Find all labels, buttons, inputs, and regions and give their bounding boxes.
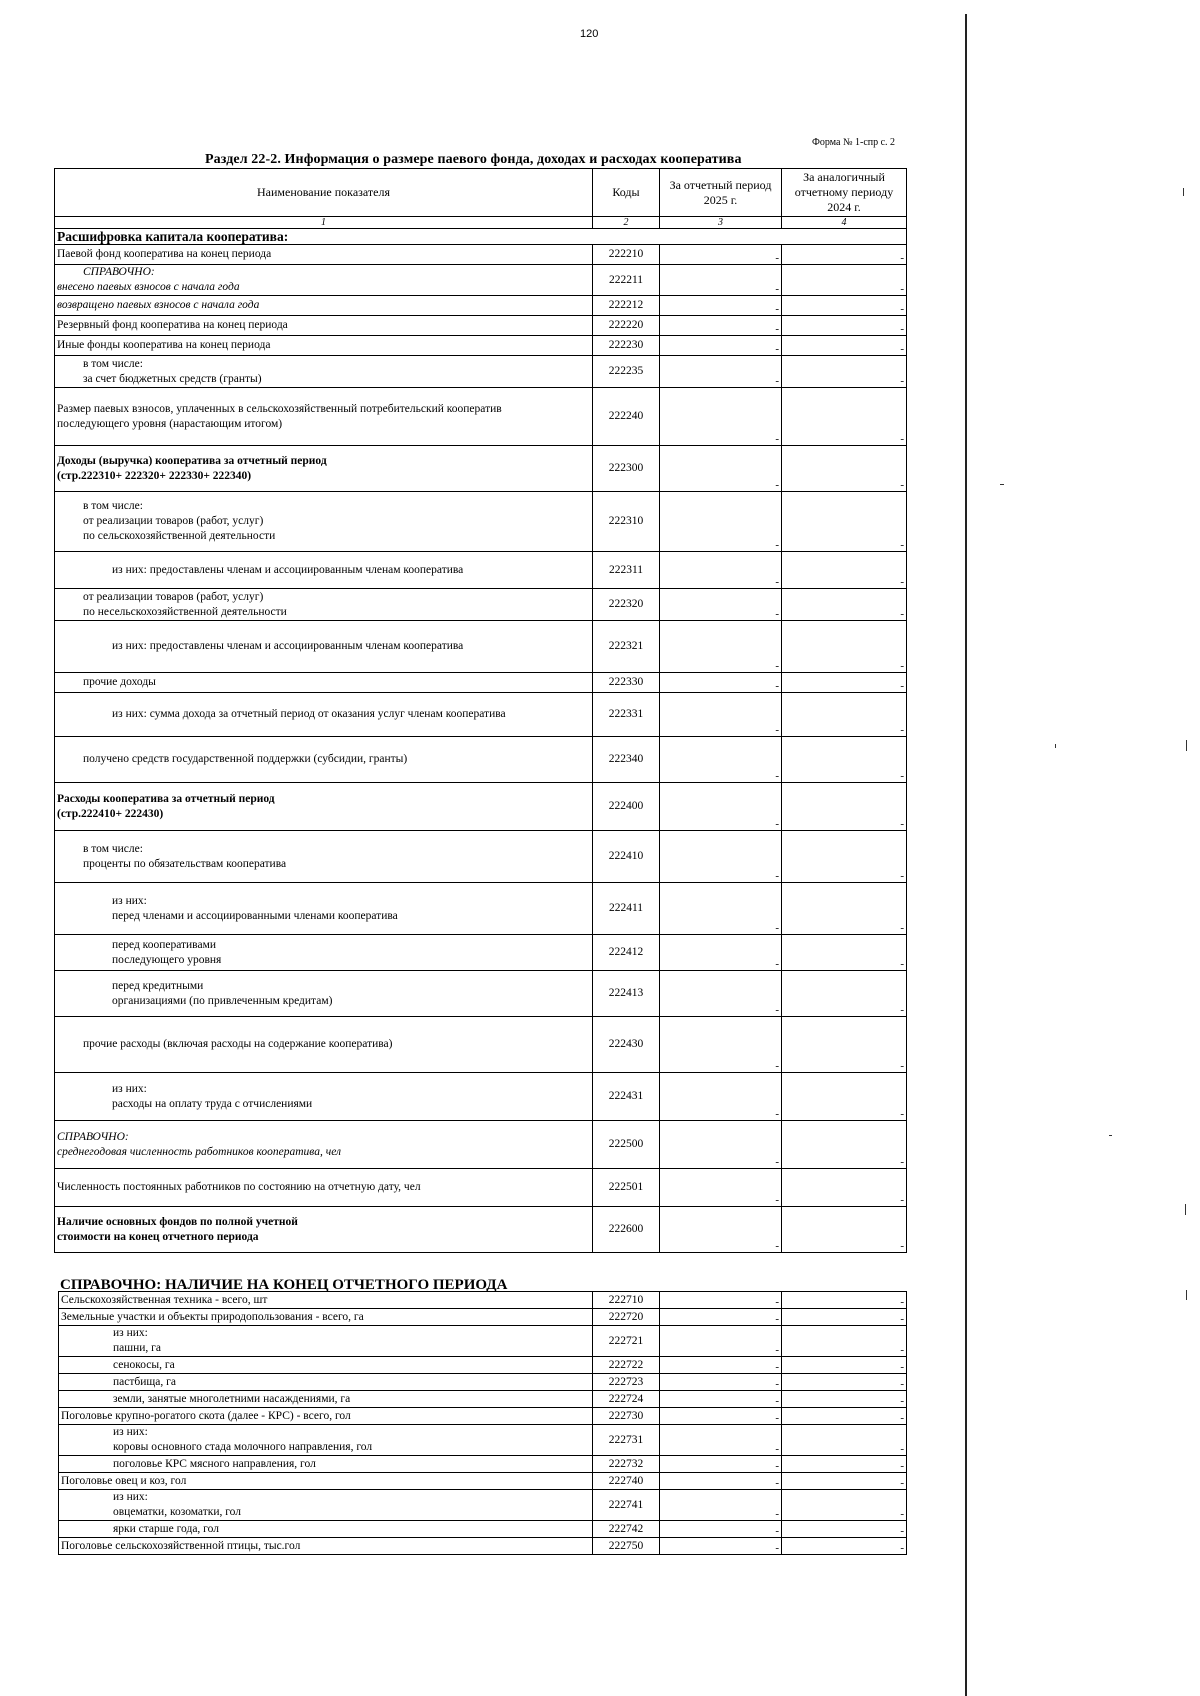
previous-period-value: - (782, 831, 907, 883)
indicator-name-cell (59, 1521, 593, 1538)
current-period-value: - (660, 492, 782, 552)
reference-table (58, 1291, 907, 1555)
indicator-name-cell (59, 1408, 593, 1425)
previous-period-value: - (782, 1292, 907, 1309)
table-row (55, 296, 907, 316)
reference-table-row (59, 1521, 907, 1538)
scan-mark (1000, 484, 1004, 485)
indicator-name-cell (55, 589, 593, 621)
row-code: 222413 (593, 971, 660, 1017)
section-title: Раздел 22-2. Информация о размере паевого фонда, доходах и расходах кооператива (205, 152, 742, 167)
indicator-name-line: Сельскохозяйственная техника - всего, шт (61, 1293, 268, 1306)
indicator-name-line: организациями (по привлеченным кредитам) (112, 994, 333, 1007)
previous-period-value: - (782, 388, 907, 446)
table-row (55, 673, 907, 693)
indicator-name-cell (55, 265, 593, 296)
previous-period-value: - (782, 621, 907, 673)
indicator-name-line: последующего уровня (нарастающим итогом) (57, 417, 283, 430)
row-code: 222412 (593, 935, 660, 971)
row-code: 222230 (593, 336, 660, 356)
previous-period-value: - (782, 552, 907, 589)
row-code: 222722 (593, 1357, 660, 1374)
indicator-name-line: Поголовье крупно-рогатого скота (далее - КРС) - всего, гол (61, 1409, 351, 1422)
indicator-name-line: пашни, га (113, 1342, 161, 1354)
previous-period-value: - (782, 589, 907, 621)
indicator-name-line: из них: (113, 1491, 148, 1503)
current-period-value: - (660, 783, 782, 831)
current-period-value: - (660, 737, 782, 783)
current-period-value: - (660, 265, 782, 296)
indicator-name-cell (55, 1073, 593, 1121)
row-code: 222431 (593, 1073, 660, 1121)
current-period-value: - (660, 1425, 782, 1456)
indicator-name-cell (59, 1326, 593, 1357)
row-code: 222742 (593, 1521, 660, 1538)
table-header-row (55, 169, 907, 217)
indicator-name-line: СПРАВОЧНО: (57, 1130, 129, 1143)
current-period-value: - (660, 1490, 782, 1521)
table-row (55, 621, 907, 673)
indicator-name-line: из них: предоставлены членам и ассоциированным членам кооператива (112, 640, 464, 652)
indicator-name-line: по несельскохозяйственной деятельности (83, 605, 287, 618)
current-period-value: - (660, 316, 782, 336)
indicator-name-line: из них: сумма дохода за отчетный период от оказания услуг членам кооператива (112, 708, 506, 720)
indicator-name-line: прочие расходы (включая расходы на содержание кооператива) (83, 1038, 393, 1050)
current-period-value: - (660, 935, 782, 971)
row-code: 222331 (593, 693, 660, 737)
row-code: 222723 (593, 1374, 660, 1391)
current-period-value: - (660, 245, 782, 265)
indicator-name-cell (59, 1473, 593, 1490)
indicator-name-line: внесено паевых взносов с начала года (57, 281, 240, 293)
column-number: 1 (55, 217, 593, 229)
table-row (55, 1017, 907, 1073)
current-period-value: - (660, 336, 782, 356)
current-period-value: - (660, 356, 782, 388)
indicator-name-line: получено средств государственной поддержки (субсидии, гранты) (83, 753, 408, 765)
row-code: 222235 (593, 356, 660, 388)
indicator-name-cell (55, 1121, 593, 1169)
reference-table-row (59, 1292, 907, 1309)
indicator-name-cell (55, 316, 593, 336)
current-period-value: - (660, 296, 782, 316)
row-code: 222240 (593, 388, 660, 446)
previous-period-value: - (782, 1490, 907, 1521)
reference-table-row (59, 1374, 907, 1391)
row-code: 222212 (593, 296, 660, 316)
indicator-name-cell (55, 552, 593, 589)
section-table (54, 168, 907, 1253)
column-number: 2 (593, 217, 660, 229)
current-period-value: - (660, 693, 782, 737)
indicator-name-cell (55, 446, 593, 492)
indicator-name-line: из них: (113, 1426, 148, 1438)
scan-mark (1185, 1204, 1186, 1215)
indicator-name-line: от реализации товаров (работ, услуг) (83, 590, 264, 603)
previous-period-value: - (782, 492, 907, 552)
reference-table-row (59, 1425, 907, 1456)
indicator-name-cell (59, 1357, 593, 1374)
row-code: 222740 (593, 1473, 660, 1490)
current-period-value: - (660, 1121, 782, 1169)
previous-period-value: - (782, 1309, 907, 1326)
current-period-value: - (660, 831, 782, 883)
indicator-name-line: Паевой фонд кооператива на конец периода (57, 248, 272, 260)
row-code: 222732 (593, 1456, 660, 1473)
row-code: 222310 (593, 492, 660, 552)
indicator-name-line: из них: предоставлены членам и ассоциированным членам кооператива (112, 563, 464, 576)
header-code: Коды (593, 169, 660, 217)
indicator-name-line: перед кооперативами (112, 938, 216, 951)
row-code: 222330 (593, 673, 660, 693)
indicator-name-line: в том числе: (83, 842, 143, 855)
row-code: 222720 (593, 1309, 660, 1326)
indicator-name-cell (59, 1490, 593, 1521)
reference-table-row (59, 1357, 907, 1374)
indicator-name-line: (стр.222410+ 222430) (57, 807, 164, 820)
table-row (55, 589, 907, 621)
reference-table-row (59, 1391, 907, 1408)
table-row (55, 552, 907, 589)
indicator-name-line: в том числе: (83, 357, 143, 370)
row-code: 222750 (593, 1538, 660, 1555)
column-number: 3 (660, 217, 782, 229)
indicator-name-cell (55, 737, 593, 783)
previous-period-value: - (782, 245, 907, 265)
indicator-name-cell (55, 356, 593, 388)
previous-period-value: - (782, 356, 907, 388)
current-period-value: - (660, 621, 782, 673)
indicator-name-cell (55, 492, 593, 552)
indicator-name-cell (59, 1391, 593, 1408)
row-code: 222321 (593, 621, 660, 673)
previous-period-value: - (782, 883, 907, 935)
indicator-name-line: ярки старше года, гол (113, 1522, 219, 1535)
table-row (55, 783, 907, 831)
indicator-name-cell (55, 783, 593, 831)
previous-period-value: - (782, 673, 907, 693)
previous-period-value: - (782, 1473, 907, 1490)
current-period-value: - (660, 1473, 782, 1490)
previous-period-value: - (782, 1073, 907, 1121)
current-period-value: - (660, 1169, 782, 1207)
indicator-name-cell (59, 1292, 593, 1309)
section-subheading-row (55, 229, 907, 245)
previous-period-value: - (782, 935, 907, 971)
indicator-name-line: от реализации товаров (работ, услуг) (83, 515, 264, 527)
indicator-name-cell (55, 336, 593, 356)
indicator-name-line: перед членами и ассоциированными членами кооператива (112, 909, 398, 922)
previous-period-value: - (782, 971, 907, 1017)
table-row (55, 316, 907, 336)
indicator-name-line: сенокосы, га (113, 1358, 175, 1371)
previous-period-value: - (782, 1391, 907, 1408)
indicator-name-line: расходы на оплату труда с отчислениями (112, 1097, 313, 1110)
row-code: 222400 (593, 783, 660, 831)
current-period-value: - (660, 1017, 782, 1073)
indicator-name-line: Расходы кооператива за отчетный период (57, 792, 275, 805)
indicator-name-cell (59, 1374, 593, 1391)
row-code: 222501 (593, 1169, 660, 1207)
reference-table-row (59, 1309, 907, 1326)
indicator-name-cell (55, 621, 593, 673)
row-code: 222320 (593, 589, 660, 621)
indicator-name-cell (55, 831, 593, 883)
current-period-value: - (660, 1521, 782, 1538)
reference-table-row (59, 1473, 907, 1490)
indicator-name-line: (стр.222310+ 222320+ 222330+ 222340) (57, 469, 252, 482)
current-period-value: - (660, 971, 782, 1017)
indicator-name-cell (55, 1169, 593, 1207)
indicator-name-line: по сельскохозяйственной деятельности (83, 530, 276, 542)
reference-title: СПРАВОЧНО: НАЛИЧИЕ НА КОНЕЦ ОТЧЕТНОГО ПЕРИОДА (60, 1277, 508, 1293)
table-row (55, 831, 907, 883)
scan-mark (1055, 744, 1056, 748)
current-period-value: - (660, 1073, 782, 1121)
indicator-name-cell (59, 1425, 593, 1456)
previous-period-value: - (782, 1207, 907, 1253)
row-code: 222300 (593, 446, 660, 492)
row-code: 222340 (593, 737, 660, 783)
indicator-name-line: из них: (112, 1082, 147, 1095)
row-code: 222721 (593, 1326, 660, 1357)
previous-period-value: - (782, 1456, 907, 1473)
indicator-name-line: Доходы (выручка) кооператива за отчетный период (57, 454, 327, 467)
capital-section-label: Расшифровка капитала кооператива: (55, 229, 907, 245)
current-period-value: - (660, 446, 782, 492)
indicator-name-cell (55, 1207, 593, 1253)
indicator-name-line: Резервный фонд кооператива на конец периода (57, 319, 288, 331)
indicator-name-cell (59, 1309, 593, 1326)
row-code: 222211 (593, 265, 660, 296)
previous-period-value: - (782, 1425, 907, 1456)
indicator-name-cell (55, 388, 593, 446)
current-period-value: - (660, 1391, 782, 1408)
previous-period-value: - (782, 1538, 907, 1555)
row-code: 222311 (593, 552, 660, 589)
indicator-name-line: последующего уровня (112, 953, 222, 966)
column-number: 4 (782, 217, 907, 229)
indicator-name-line: поголовье КРС мясного направления, гол (113, 1457, 316, 1470)
previous-period-value: - (782, 1357, 907, 1374)
current-period-value: - (660, 388, 782, 446)
row-code: 222500 (593, 1121, 660, 1169)
current-period-value: - (660, 1207, 782, 1253)
row-code: 222410 (593, 831, 660, 883)
indicator-name-line: пастбища, га (113, 1375, 176, 1388)
indicator-name-cell (55, 1017, 593, 1073)
table-row (55, 356, 907, 388)
reference-table-row (59, 1456, 907, 1473)
indicator-name-line: среднегодовая численность работников кооператива, чел (57, 1145, 342, 1158)
indicator-name-line: возвращено паевых взносов с начала года (57, 299, 260, 311)
current-period-value: - (660, 1326, 782, 1357)
row-code: 222411 (593, 883, 660, 935)
form-label: Форма № 1-спр с. 2 (812, 137, 896, 148)
table-row (55, 935, 907, 971)
indicator-name-line: Размер паевых взносов, уплаченных в сельскохозяйственный потребительский кооператив (57, 402, 502, 415)
row-code: 222210 (593, 245, 660, 265)
scan-mark (1186, 1290, 1187, 1300)
table-row (55, 265, 907, 296)
row-code: 222731 (593, 1425, 660, 1456)
previous-period-value: - (782, 296, 907, 316)
current-period-value: - (660, 673, 782, 693)
indicator-name-cell (55, 673, 593, 693)
indicator-name-line: земли, занятые многолетними насаждениями, га (113, 1392, 351, 1405)
previous-period-value: - (782, 446, 907, 492)
current-period-value: - (660, 552, 782, 589)
indicator-name-line: из них: (112, 894, 147, 907)
table-row (55, 492, 907, 552)
indicator-name-cell (55, 883, 593, 935)
current-period-value: - (660, 1292, 782, 1309)
indicator-name-cell (55, 693, 593, 737)
current-period-value: - (660, 1309, 782, 1326)
indicator-name-line: стоимости на конец отчетного периода (57, 1230, 259, 1243)
indicator-name-line: Поголовье сельскохозяйственной птицы, тыс.гол (61, 1539, 301, 1552)
reference-table-row (59, 1538, 907, 1555)
page-number: 120 (580, 28, 599, 40)
previous-period-value: - (782, 265, 907, 296)
indicator-name-line: в том числе: (83, 500, 143, 512)
current-period-value: - (660, 1456, 782, 1473)
previous-period-value: - (782, 336, 907, 356)
table-row (55, 245, 907, 265)
header-previous-period: За аналогичный отчетному периоду 2024 г. (782, 169, 907, 217)
previous-period-value: - (782, 693, 907, 737)
indicator-name-cell (55, 971, 593, 1017)
previous-period-value: - (782, 783, 907, 831)
indicator-name-cell (59, 1538, 593, 1555)
row-code: 222430 (593, 1017, 660, 1073)
column-number-row (55, 217, 907, 229)
indicator-name-line: Численность постоянных работников по состоянию на отчетную дату, чел (57, 1181, 421, 1193)
table-row (55, 693, 907, 737)
previous-period-value: - (782, 1017, 907, 1073)
previous-period-value: - (782, 316, 907, 336)
indicator-name-line: Поголовье овец и коз, гол (61, 1474, 187, 1487)
previous-period-value: - (782, 1408, 907, 1425)
scan-mark (1186, 740, 1187, 751)
scan-margin-line (965, 14, 967, 1696)
table-row (55, 1073, 907, 1121)
scan-mark (1183, 188, 1184, 196)
table-row (55, 388, 907, 446)
previous-period-value: - (782, 1121, 907, 1169)
indicator-name-line: прочие доходы (83, 676, 156, 688)
table-row (55, 1169, 907, 1207)
reference-table-row (59, 1408, 907, 1425)
table-row (55, 971, 907, 1017)
table-row (55, 737, 907, 783)
indicator-name-line: за счет бюджетных средств (гранты) (83, 372, 262, 385)
indicator-name-line: из них: (113, 1327, 148, 1339)
row-code: 222724 (593, 1391, 660, 1408)
current-period-value: - (660, 1374, 782, 1391)
reference-table-row (59, 1326, 907, 1357)
current-period-value: - (660, 1357, 782, 1374)
row-code: 222730 (593, 1408, 660, 1425)
previous-period-value: - (782, 1326, 907, 1357)
row-code: 222710 (593, 1292, 660, 1309)
current-period-value: - (660, 1538, 782, 1555)
reference-table-row (59, 1490, 907, 1521)
indicator-name-cell (55, 245, 593, 265)
row-code: 222220 (593, 316, 660, 336)
indicator-name-line: перед кредитными (112, 979, 204, 992)
indicator-name-line: овцематки, козоматки, гол (113, 1506, 242, 1518)
indicator-name-line: Иные фонды кооператива на конец периода (57, 339, 271, 351)
previous-period-value: - (782, 737, 907, 783)
indicator-name-cell (55, 935, 593, 971)
indicator-name-line: Земельные участки и объекты природопользования - всего, га (61, 1310, 364, 1323)
indicator-name-line: проценты по обязательствам кооператива (83, 857, 287, 870)
row-code: 222600 (593, 1207, 660, 1253)
previous-period-value: - (782, 1521, 907, 1538)
previous-period-value: - (782, 1169, 907, 1207)
table-row (55, 1207, 907, 1253)
current-period-value: - (660, 883, 782, 935)
header-current-period: За отчетный период 2025 г. (660, 169, 782, 217)
current-period-value: - (660, 589, 782, 621)
indicator-name-line: СПРАВОЧНО: (83, 266, 155, 278)
scan-mark (1109, 1135, 1112, 1136)
table-row (55, 1121, 907, 1169)
indicator-name-cell (55, 296, 593, 316)
row-code: 222741 (593, 1490, 660, 1521)
table-row (55, 336, 907, 356)
table-row (55, 446, 907, 492)
indicator-name-line: Наличие основных фондов по полной учетной (57, 1215, 298, 1228)
previous-period-value: - (782, 1374, 907, 1391)
header-name: Наименование показателя (55, 169, 593, 217)
indicator-name-line: коровы основного стада молочного направления, гол (113, 1441, 373, 1453)
current-period-value: - (660, 1408, 782, 1425)
indicator-name-cell (59, 1456, 593, 1473)
table-row (55, 883, 907, 935)
